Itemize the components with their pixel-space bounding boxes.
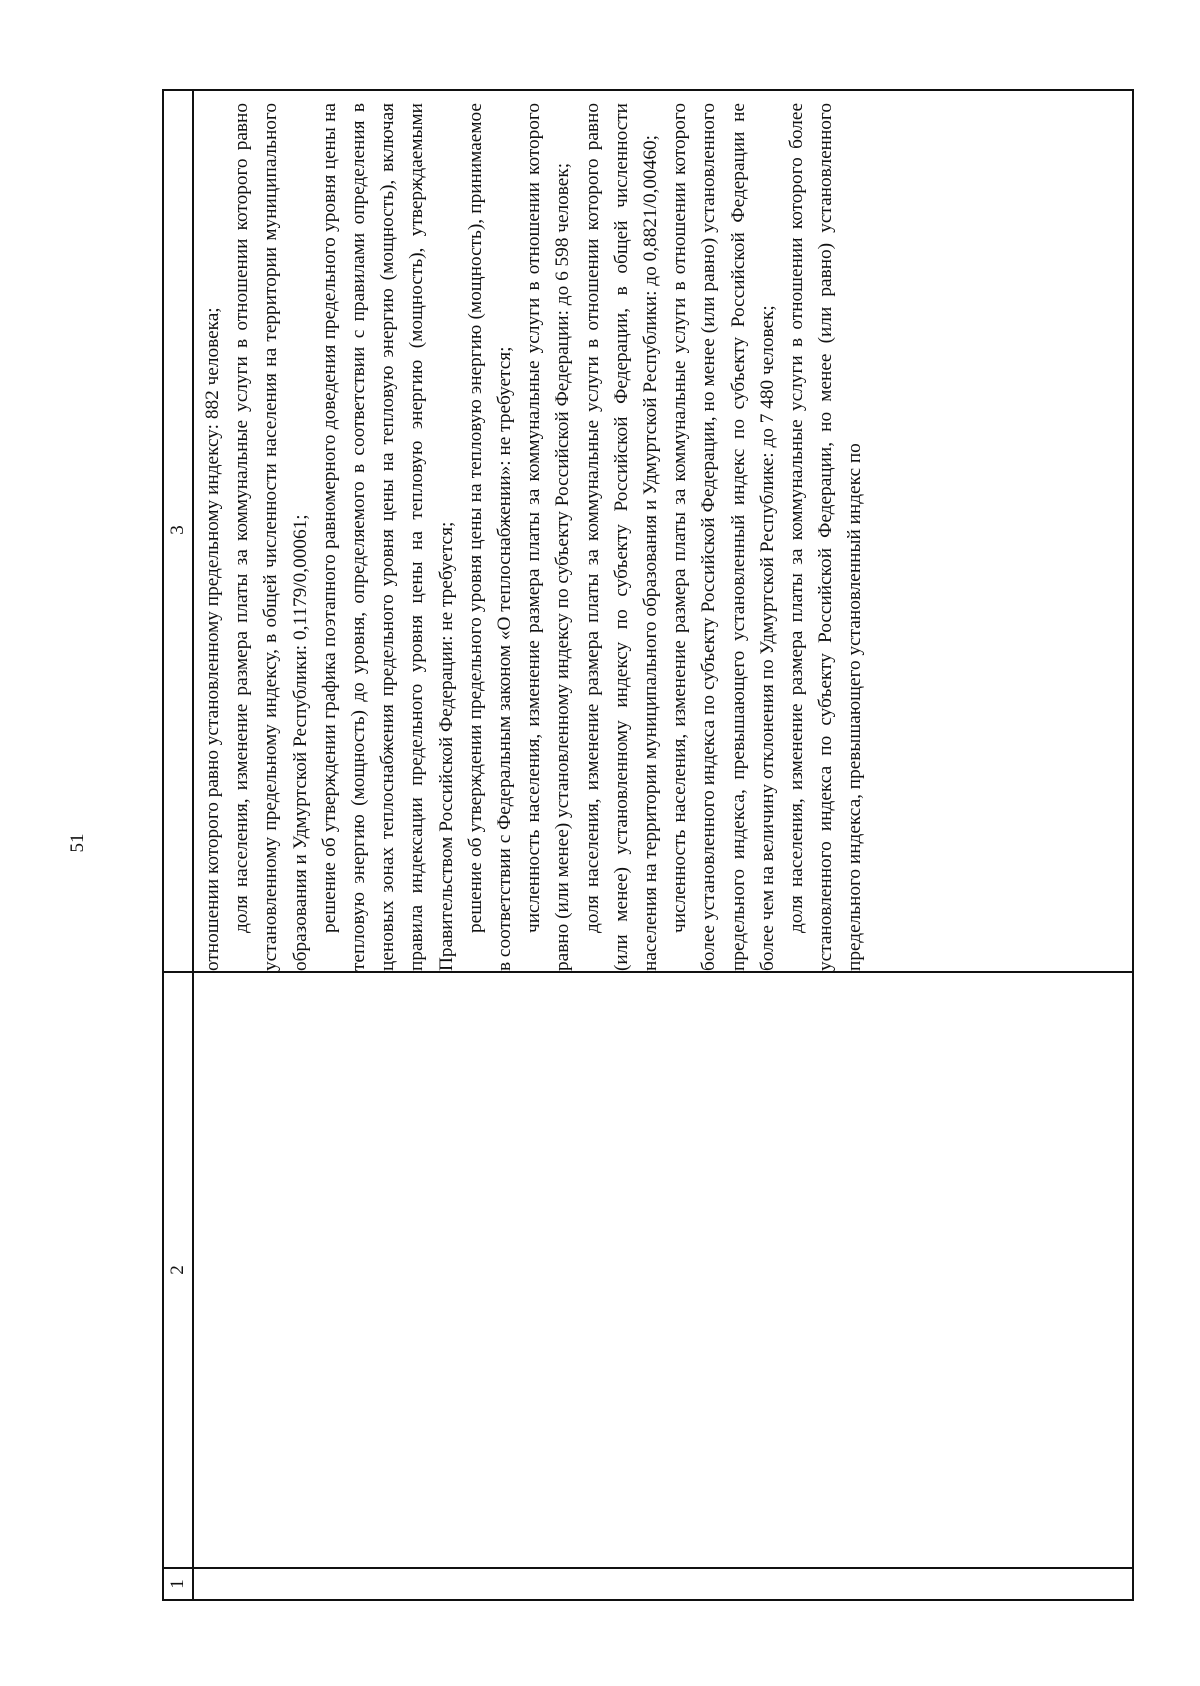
paragraph: доля населения, изменение размера платы за коммунальные услуги в отношении которого равно (или менее) установленному индексу по субъекту Российской Федерации, в общей численности населения на территории муниципального образования и Удмуртской Республики: до 0,8821/0,00460; [581, 103, 662, 971]
table-header-row [164, 91, 194, 1599]
header-cell-2: 2 [167, 1265, 188, 1275]
paragraph: численность населения, изменение размера платы за коммунальные услуги в отношении которого равно (или менее) установленному индексу по субъекту Российской Федерации: до 6 598 человек; [523, 103, 574, 971]
header-cell-1: 1 [167, 1579, 188, 1589]
paragraph: доля населения, изменение размера платы за коммунальные услуги в отношении которого равно установленному предельному индексу, в общей численности населения на территории муниципального образования и Удмуртской Республики: 0,1179/0,00061; [231, 103, 311, 971]
paragraph: доля населения, изменение размера платы за коммунальные услуги в отношении которого более установленного индекса по субъекту Российской Федерации, но менее (или равно) установленного предельного индекса, превышающего установленный индекс по [786, 103, 866, 971]
column-divider [164, 1567, 1132, 1569]
page-number: 51 [67, 833, 88, 853]
paragraph: численность населения, изменение размера платы за коммунальные услуги в отношении которого более установленного индекса по субъекту Российской Федерации, но менее (или равно) установленного предельного индекса, превышающего установленный индекс по субъекту Российской Федерации не более чем на величину отклонения по Удмуртской Республике: до 7 480 человек; [669, 103, 778, 971]
header-cell-3: 3 [167, 525, 188, 535]
paragraph: решение об утверждении графика поэтапного равномерного доведения предельного уровня цены на тепловую энергию (мощность) до уровня, определяемого в соответствии с правилами определения в ценовых зонах теплоснабжения предельного уровня цены на тепловую энергию (мощность), включая правила индексации предельного уровня цены на тепловую энергию (мощность), утверждаемыми Правительством Российской Федерации: не требуется; [318, 103, 457, 971]
column-divider [164, 971, 1132, 973]
cell-3-text [198, 103, 870, 971]
paragraph: решение об утверждении предельного уровня цены на тепловую энергию (мощность), принимаемое в соответствии с Федеральным законом «О теплоснабжении»: не требуется; [464, 103, 516, 971]
data-table [162, 89, 1134, 1601]
paragraph: отношении которого равно установленному предельному индексу: 882 человека; [202, 307, 223, 971]
rotated-content [162, 89, 1134, 1601]
